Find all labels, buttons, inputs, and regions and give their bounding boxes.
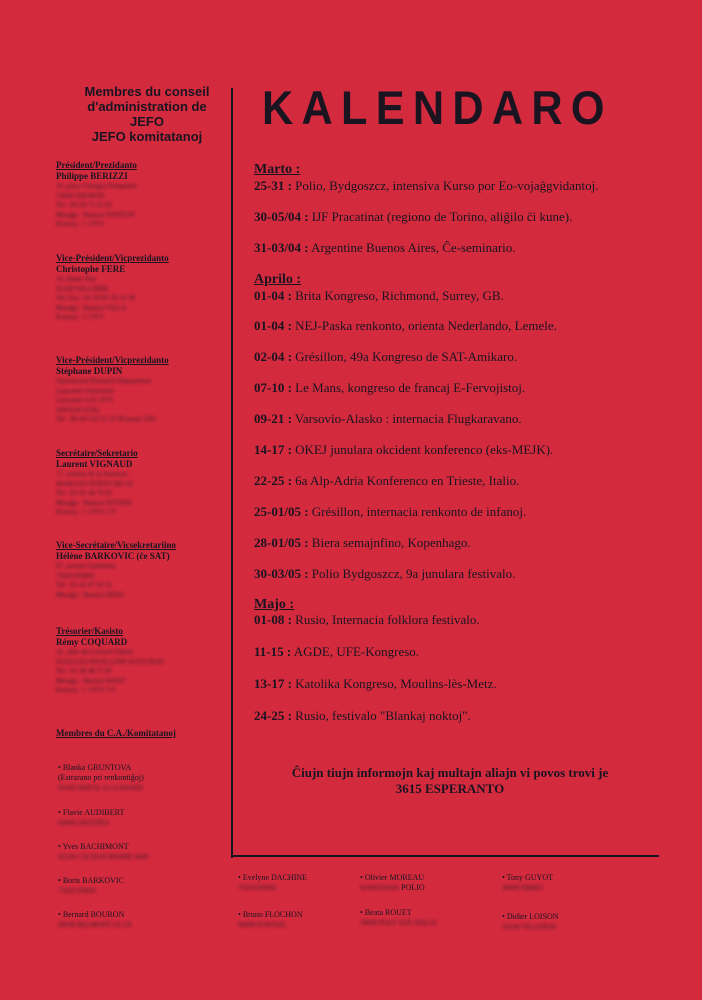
member-address: 69000 GROUPES [58,819,110,827]
member-name: • Bernard BOURON [58,910,125,919]
member-address: 69100 SERVIL A LA BANDE [58,784,144,792]
member-address: WARSZAWA POLIO [360,883,425,892]
info-footer [240,765,660,797]
role-vice-president-2 [56,355,231,425]
member-entry [360,908,510,928]
member-entry [360,873,510,893]
member-address: 92240 CACHAN MAMIE 6600 [58,853,149,861]
calendar-event: 30-03/05 : Polio Bydgoszcz, 9a junulara festivalo. [254,566,516,581]
member-name: • Flavie AUDIBERT [58,808,125,817]
calendar-event: 28-01/05 : Biera semajnfino, Kopenhago. [254,535,471,550]
member-name: • Evelyne DACHINE [238,873,308,882]
calendar-event: 09-21 : Varsovio-Alasko : internacia Flugkaravano. [254,411,522,426]
member-entry [58,876,208,896]
page-title: KALENDARO [262,81,613,134]
role-address: 16, place Georges Pompidou 74200 THONON Tel : 04 50 71 22 81 Mesaĝo : Barizzi-TONTON Kotizoj : 1 170 F [56,182,137,228]
role-name: Rémy COQUARD [56,637,128,647]
calendar-event: 22-25 : 6a Alp-Adria Konferenco en Trieste, Italio. [254,473,520,488]
board-heading-italic: JEFO komitatanoj [91,129,203,144]
calendar-event: 01-08 : Rusio, Internacia folklora festivalo. [254,612,480,627]
calendar-event: 14-17 : OKEJ junulara okcident konferenco (eks-MEJK). [254,442,554,457]
member-entry [502,873,652,893]
role-name: Philippe BERIZZI [56,171,128,181]
role-address: 67, avenue Gambetta 75020 PARIS Tel : 01 42 47 93 31 Mesaĝo : Barizzi-SEDO [56,562,125,599]
member-address: 39000 POLY SUR SEILLE [360,919,438,927]
member-address: 69030 BELMONT LE CE [58,921,132,929]
role-address: 32, allée du Colonel Fabien 93320 LES PAVILLONS SOUS BOIS Tel : 01 48 48 75 85 Mesaĝo : Barizzi-WAST Kotizoj : 1 170 F, 5 F [56,648,165,694]
role-address: Operational Research Department Lancaster University Lancaster LA1 4YX ANGLIO (UK) Tel : 00 44 524 51 25 09 poste 3301 [56,377,157,423]
members-title: Membres du C.A./Komitatanoj [56,728,176,738]
role-title: Trésorier/Kasisto [56,626,123,636]
info-footer-line: 3615 ESPERANTO [395,781,505,796]
vertical-divider [231,88,233,858]
member-name: • Olivier MOREAU [360,873,425,882]
role-secretary [56,448,231,518]
calendar-event: 07-10 : Le Mans, kongreso de francaj E-Fervojistoj. [254,380,526,395]
board-heading-line: d'administration de [87,99,207,114]
member-name: • Bruno FLOCHON [238,910,303,919]
calendar-event: 01-04 : Brita Kongreso, Richmond, Surrey, GB. [254,288,504,303]
member-entry [502,912,652,932]
role-title: Vice-Président/Vicprezidanto [56,355,169,365]
member-name: • Didier LOISON [502,912,559,921]
role-name: Christophe FERE [56,264,126,274]
calendar-event: 02-04 : Grésillon, 49a Kongreso de SAT-Amikaro. [254,349,518,364]
horizontal-divider [231,855,659,857]
board-heading-line: Membres du conseil [84,84,210,99]
calendar-event: 25-31 : Polio, Bydgoszcz, intensiva Kurso por Eo-vojaĝgvidantoj. [254,178,599,193]
role-vice-president-1 [56,253,231,323]
role-vice-secretary [56,540,231,600]
member-entry [58,910,208,930]
member-name: • Beata ROUET [360,908,412,917]
month-heading: Marto : [254,162,301,177]
calendar-event: 13-17 : Katolika Kongreso, Moulins-lès-Metz. [254,676,497,691]
board-heading [52,84,232,144]
member-address: 75020 PARIS [58,887,97,895]
calendar-event: 31-03/04 : Argentine Buenos Aires, Ĉe-seminario. [254,240,516,255]
member-entry [58,808,208,828]
member-address: 69000 PONTAIL [238,921,287,929]
month-heading: Majo : [254,597,295,612]
member-name: • Blanka GRUNTOVA [58,763,132,772]
calendar-event: 30-05/04 : IJF Pracatinat (regiono de Torino, aliĝilo ĉi kune). [254,209,573,224]
role-president [56,160,231,230]
role-title: Vice-Président/Vicprezidanto [56,253,169,263]
role-name: Hélène BARKOVIC (ĉe SAT) [56,551,170,561]
calendar-event: 11-15 : AGDE, UFE-Kongreso. [254,644,420,659]
info-footer-line: Ĉiujn tiujn informojn kaj multajn aliajn vi povos trovi je [291,765,609,780]
member-name: • Tony GUYOT [502,873,553,882]
month-heading: Aprilo : [254,272,302,287]
member-name: • Yves BACHIMONT [58,842,129,851]
member-name: • Boris BARKOVIC [58,876,124,885]
member-address: 59100 VILLEBON [502,923,557,931]
role-address: 17, avenue de la Jeunesse 49100 LES PONTS DE CE Tel : 02 41 44 70 81 Mesaĝo : Barizzi-TOTAIN Kotizoj : 1 170 F, 5 F [56,470,134,516]
role-name: Laurent VIGNAUD [56,459,133,469]
member-entry [58,842,208,862]
member-entry [58,763,208,793]
board-heading-line: JEFO [130,114,164,129]
role-address: 14, Haute Rue 91260 VALLIÈRE Tel, Fax : 01 69 05 39 10 30 Mesaĝo : Barizzi VILLA Kotizoj : 1 170 F [56,275,136,321]
role-treasurer [56,626,231,696]
calendar-event: 25-01/05 : Grésillon, internacia renkonto de infanoj. [254,504,527,519]
member-address: 75019 PARIS [238,884,277,892]
member-address: 30000 NIMES [502,884,544,892]
role-title: Vice-Secrétaire/Vicsekretariino [56,540,176,550]
member-note: (Estrarano pri renkontiĝoj) [58,773,144,782]
role-name: Stéphane DUPIN [56,366,123,376]
calendar-event: 01-04 : NEJ-Paska renkonto, orienta Nederlando, Lemele. [254,318,557,333]
role-title: Président/Prezidanto [56,160,137,170]
calendar-event: 24-25 : Rusio, festivalo "Blankaj noktoj". [254,708,471,723]
role-title: Secrétaire/Sekretario [56,448,138,458]
